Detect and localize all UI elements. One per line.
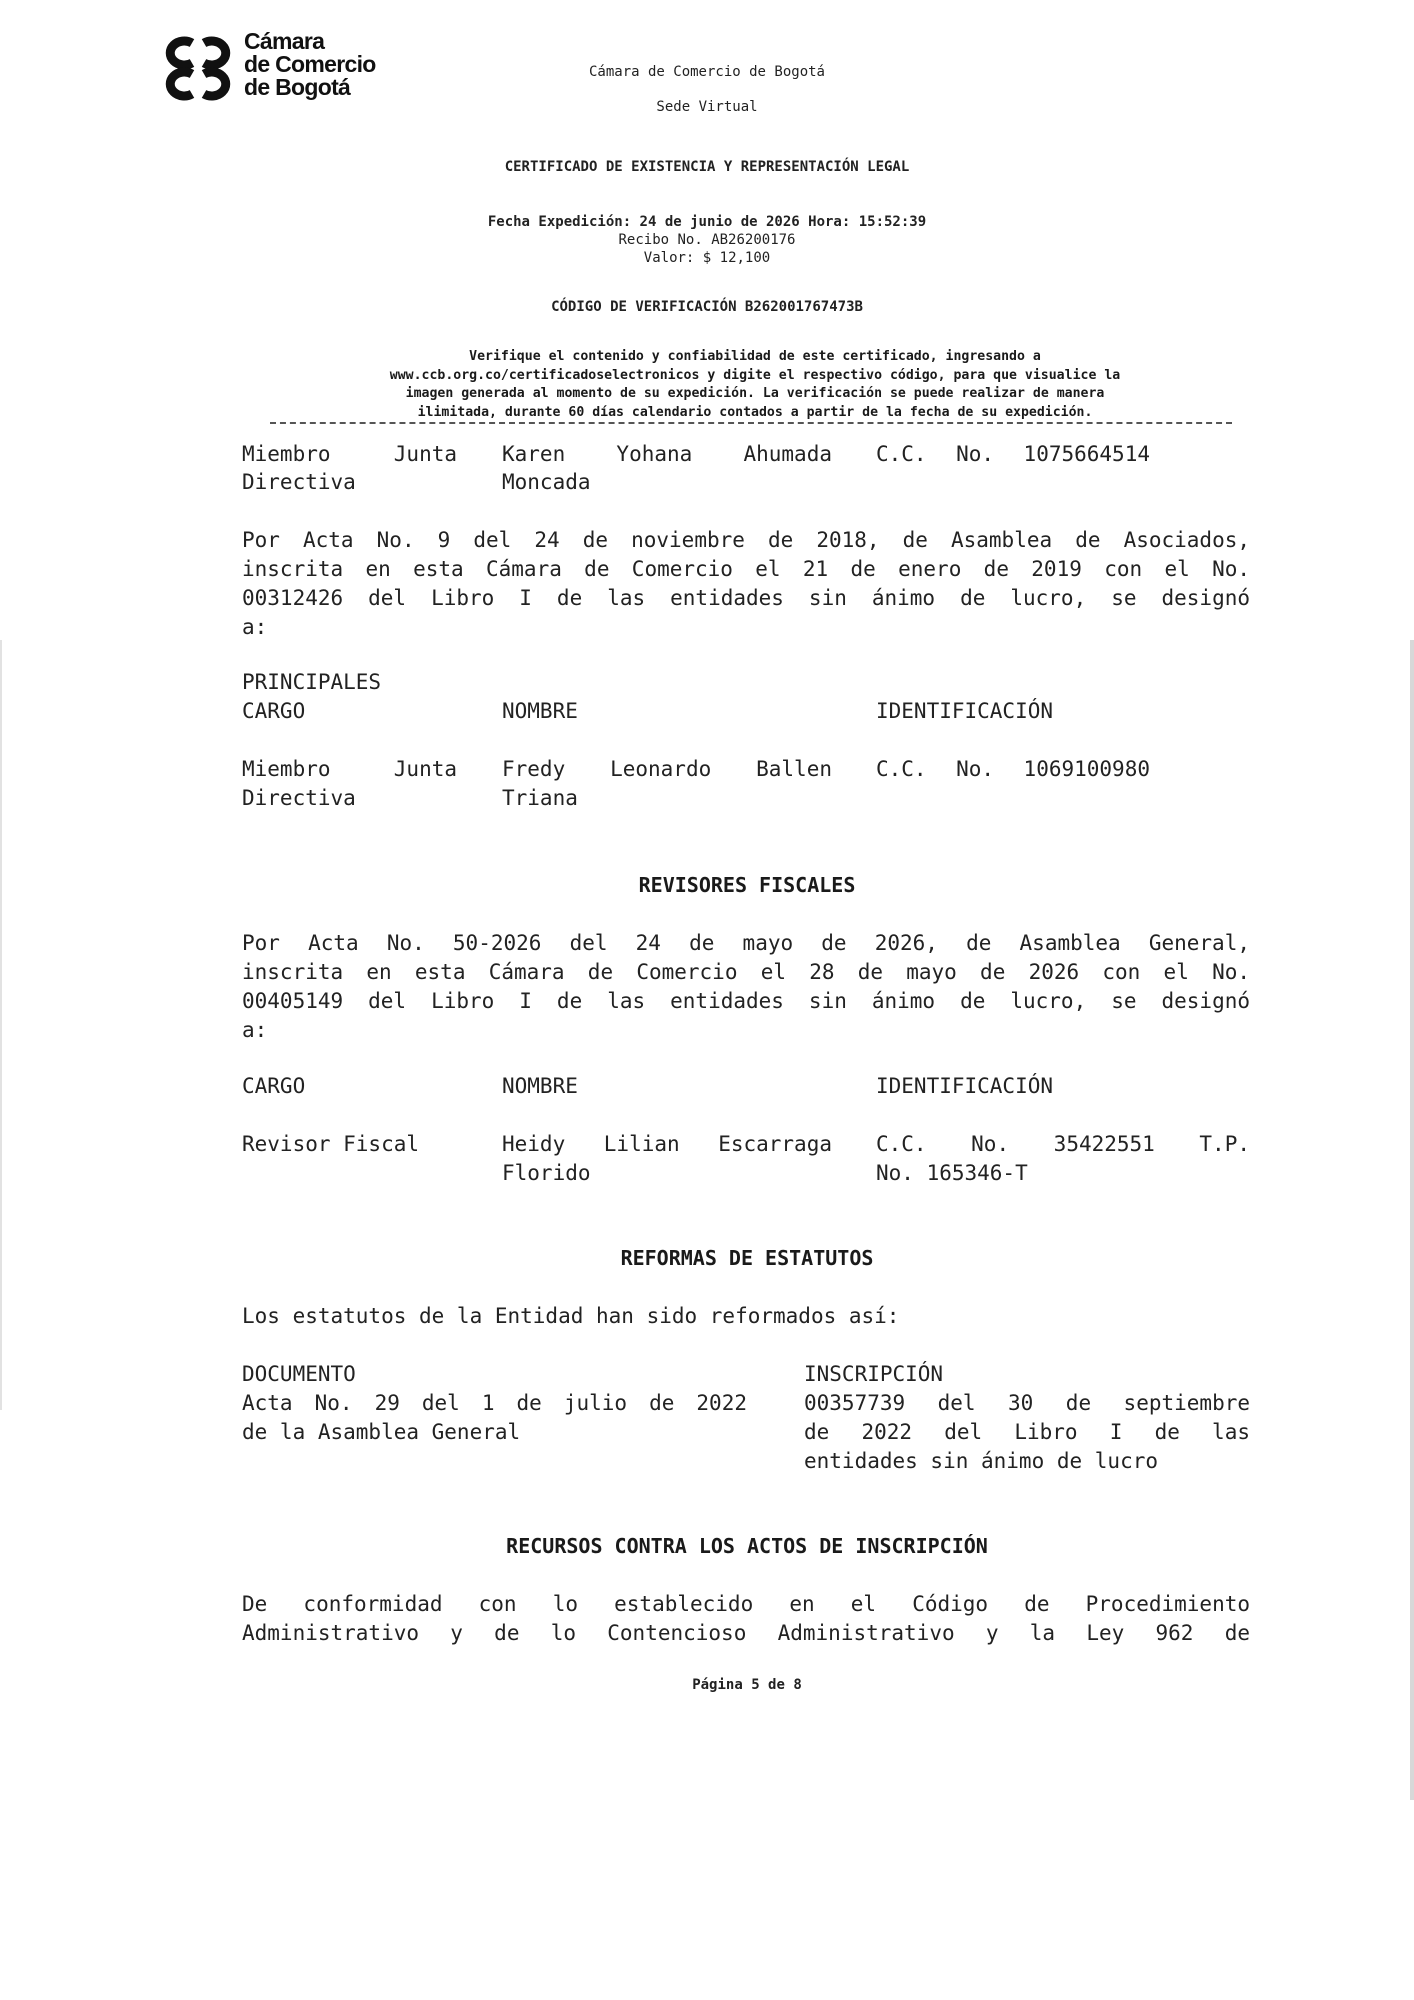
section-title-revisores: REVISORES FISCALES — [638, 873, 856, 897]
certificate-value: Valor: $ 12,100 — [643, 250, 771, 266]
col-nombre-header: NOMBRE — [502, 699, 578, 723]
site-name: Sede Virtual — [656, 99, 758, 115]
col-cargo-header: CARGO — [242, 1074, 306, 1098]
col-documento-header: DOCUMENTO — [242, 1362, 356, 1386]
page-right-edge — [1410, 640, 1414, 1800]
certificate-title: CERTIFICADO DE EXISTENCIA Y REPRESENTACIÓN LEGAL — [504, 159, 910, 175]
page-left-edge — [0, 640, 2, 1410]
principales-label: PRINCIPALES — [242, 670, 382, 694]
col-id-header: IDENTIFICACIÓN — [876, 699, 1054, 723]
board-prev-cargo: Miembro Junta — [242, 442, 457, 466]
ccb-logo-text: Cámara de Comercio de Bogotá — [244, 28, 376, 100]
verification-code: CÓDIGO DE VERIFICACIÓN B262001767473B — [551, 299, 863, 315]
col-nombre-header: NOMBRE — [502, 1074, 578, 1098]
page-number: Página 5 de 8 — [692, 1677, 802, 1693]
board-prev-cargo-2: Directiva — [242, 470, 356, 494]
header-divider — [270, 422, 1232, 424]
section-title-recursos: RECURSOS CONTRA LOS ACTOS DE INSCRIPCIÓN — [506, 1534, 988, 1558]
receipt-number: Recibo No. AB26200176 — [618, 232, 796, 248]
reformas-intro: Los estatutos de la Entidad han sido reformados así: — [242, 1304, 900, 1328]
board-prev-id: C.C. No. 1075664514 — [876, 442, 1150, 466]
verification-notice: Verifique el contenido y confiabilidad de este certificado, ingresando a www.ccb.org.co/certificadoselectronicos y digite el respectivo código, para que visualice la imagen generada al momento de su expedición. La verificación se puede realizar de manera ilimitada, durante 60 días calendario contados a partir de la fecha de su expedición. — [389, 349, 1121, 420]
board-prev-nombre: Karen Yohana Ahumada — [502, 442, 832, 466]
board-prev-nombre-2: Moncada — [502, 470, 591, 494]
chamber-name: Cámara de Comercio de Bogotá — [588, 64, 825, 80]
col-cargo-header: CARGO — [242, 699, 306, 723]
issue-date-line: Fecha Expedición: 24 de junio de 2026 Hora: 15:52:39 — [487, 214, 927, 230]
col-id-header: IDENTIFICACIÓN — [876, 1074, 1054, 1098]
col-inscripcion-header: INSCRIPCIÓN — [804, 1362, 944, 1386]
section-title-reformas: REFORMAS DE ESTATUTOS — [620, 1246, 874, 1270]
certificate-page: Cámara de Comercio de Bogotá Cámara de Comercio de Bogotá Sede Virtual CERTIFICADO DE EXISTENCIA Y REPRESENTACIÓN LEGAL Fecha Expedición: 24 de junio de 2026 Hora: 15:52:39 Recibo No. AB26200176 Valor: $ 12,100 CÓDIGO DE VERIFICACIÓN B262001767473B Verifique el contenido y confiabilidad de este certificado, ingresando a www.ccb.org.co/certificadoselectronicos y digite el respectivo código, para que visualice la imagen generada al momento de su expedición. La verificación se puede realizar de manera ilimitada, durante 60 días calendario contados a partir de la fecha de su expedición. Miembro Junta Directiva Karen Yohana Ahumada Moncada C.C. No. 1075664514 Por Acta No. 9 del 24 de noviembre de 2018, de Asamblea de Asociados, inscrita en esta Cámara de Comercio el 21 de enero de 2019 con el No. 00312426 del Libro I de las entidades sin ánimo de lucro, se designó a: PRINCIPALES CARGO NOMBRE IDENTIFICACIÓN Miembro Junta Directiva Fredy Leonardo Ballen Triana C.C. No. 1069100980 REVISORES FISCALES Por Acta No. 50-2026 del 24 de mayo de 2026, de Asamblea General, inscrita en esta Cámara de Comercio el 28 de mayo de 2026 con el No. 00405149 del Libro I de las entidades sin ánimo de lucro, se designó a: CARGO NOMBRE IDENTIFICACIÓN Revisor Fiscal Heidy Lilian Escarraga Florido C.C. No. 35422551 T.P. No. 165346-T REFORMAS DE ESTATUTOS Los estatutos de la Entidad han sido reformados así: DOCUMENTO INSCRIPCIÓN Acta No. 29 del 1 de julio de 2022 de la Asamblea General 00357739 del 30 de septiembre de 2022 del Libro I de las entidades sin ánimo de lucro RECURSOS CONTRA LOS ACTOS DE INSCRIPCIÓN De conformidad con lo establecido en el Código de Procedimiento Administrativo y de lo Contencioso Administrativo y la Ley 962 de Página 5 de 8 — [0, 0, 1414, 2000]
